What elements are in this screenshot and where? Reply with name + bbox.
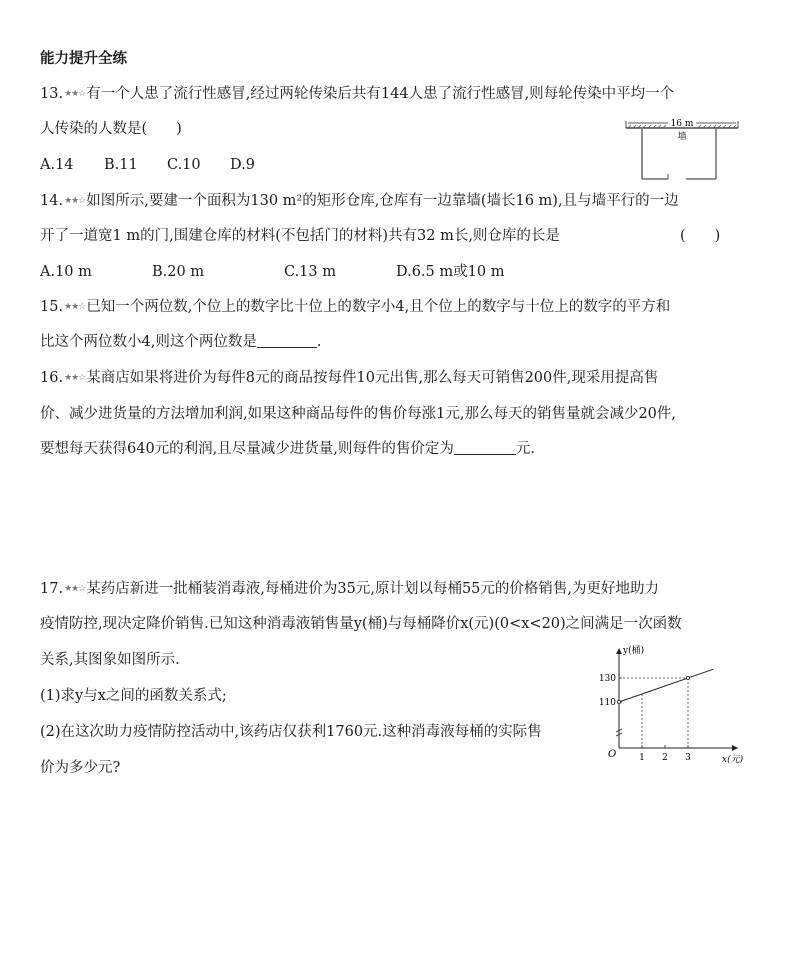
wall-length-label: 16 m — [670, 119, 694, 129]
difficulty-stars-icon: ★★☆ — [64, 584, 86, 594]
q16-text-1: 某商店如果将进价为每件8元的商品按每件10元出售,那么每天可销售200件,现采用提高售 — [86, 370, 659, 386]
q14-options — [40, 262, 560, 282]
q13-option-d: D.9 — [230, 157, 255, 173]
q16-number: 16. — [40, 370, 64, 386]
q13-text-1: 有一个人患了流行性感冒,经过两轮传染后共有144人患了流行性感冒,则每轮传染中平均一个 — [86, 86, 675, 102]
q14-option-c: C.13 m — [284, 264, 336, 280]
q16-answer-blank — [454, 440, 516, 455]
y-tick-label: 130 — [598, 674, 616, 684]
q16-line2: 价、减少进货量的方法增加利润,如果这种商品每件的售价每涨1元,那么每天的销售量就会减少20件, — [40, 406, 676, 422]
q14-option-d: D.6.5 m或10 m — [396, 264, 505, 280]
y-tick-label: 110 — [598, 698, 616, 708]
q17-line3: 关系,其图象如图所示. — [40, 652, 180, 668]
q17-sub2-a: (2)在这次助力疫情防控活动中,该药店仅获利1760元.这种消毒液每桶的实际售 — [40, 724, 542, 740]
q17-chart — [588, 640, 748, 770]
q17-number: 17. — [40, 581, 64, 597]
data-point — [686, 676, 689, 679]
q14-option-a: A.10 m — [40, 264, 92, 280]
difficulty-stars-icon: ★★☆ — [64, 373, 86, 383]
q15-text-1: 已知一个两位数,个位上的数字比十位上的数字小4,且个位上的数字与十位上的数字的平方和 — [86, 299, 671, 315]
difficulty-stars-icon: ★★☆ — [64, 196, 86, 206]
warehouse-figure — [620, 112, 745, 184]
x-tick-label: 2 — [662, 753, 668, 763]
q16-text-3: 要想每天获得640元的利润,且尽量减少进货量,则每件的售价定为 — [40, 441, 454, 457]
q17-line1 — [40, 579, 659, 599]
y-axis-arrow — [616, 648, 622, 654]
x-tick-label: 1 — [639, 753, 645, 763]
data-point — [617, 700, 620, 703]
q15-text-2: 比这个两位数小4,则这个两位数是 — [40, 334, 257, 350]
q14-number: 14. — [40, 193, 64, 209]
difficulty-stars-icon: ★★☆ — [64, 89, 86, 99]
y-axis-label: y(桶) — [623, 646, 645, 656]
q14-paren: ( ) — [680, 228, 721, 244]
q13-option-a: A.14 — [40, 157, 74, 173]
x-tick-label: 3 — [685, 753, 691, 763]
q17-text-1: 某药店新进一批桶装消毒液,每桶进价为35元,原计划以每桶55元的价格销售,为更好地助力 — [86, 581, 660, 597]
q14-option-b: B.20 m — [152, 264, 205, 280]
origin-label: O — [608, 749, 617, 760]
x-axis-label: x(元) — [722, 755, 744, 765]
q16-line1 — [40, 368, 658, 388]
difficulty-stars-icon: ★★☆ — [64, 302, 86, 312]
q15-line2 — [40, 332, 321, 352]
q17-sub1: (1)求y与x之间的函数关系式; — [40, 688, 227, 704]
q17-sub2-b: 价为多少元? — [40, 760, 121, 776]
q13-options — [40, 155, 300, 175]
q17-line2: 疫情防控,现决定降价销售.已知这种消毒液销售量y(桶)与每桶降价x(元)(0<x<20)之间满足一次函数 — [40, 616, 682, 632]
q15-line1 — [40, 297, 670, 317]
section-title: 能力提升全练 — [40, 51, 127, 67]
q14-line1 — [40, 191, 679, 211]
q14-text-1: 如图所示,要建一个面积为130 m²的矩形仓库,仓库有一边靠墙(墙长16 m),且与墙平行的一边 — [86, 193, 679, 209]
q14-line2: 开了一道宽1 m的门,围建仓库的材料(不包括门的材料)共有32 m长,则仓库的长是 — [40, 228, 560, 244]
q13-line1 — [40, 84, 674, 104]
x-axis-arrow — [732, 745, 738, 751]
q16-line3 — [40, 439, 535, 459]
q15-text-end: . — [316, 334, 322, 350]
q13-option-c: C.10 — [167, 157, 201, 173]
q16-text-end: 元. — [515, 441, 536, 457]
data-line — [619, 669, 713, 702]
q15-answer-blank — [257, 333, 317, 348]
q15-number: 15. — [40, 299, 64, 315]
wall-label: 墙 — [677, 132, 687, 142]
q13-option-b: B.11 — [104, 157, 138, 173]
q13-line2: 人传染的人数是( ) — [40, 121, 182, 137]
q13-number: 13. — [40, 86, 64, 102]
